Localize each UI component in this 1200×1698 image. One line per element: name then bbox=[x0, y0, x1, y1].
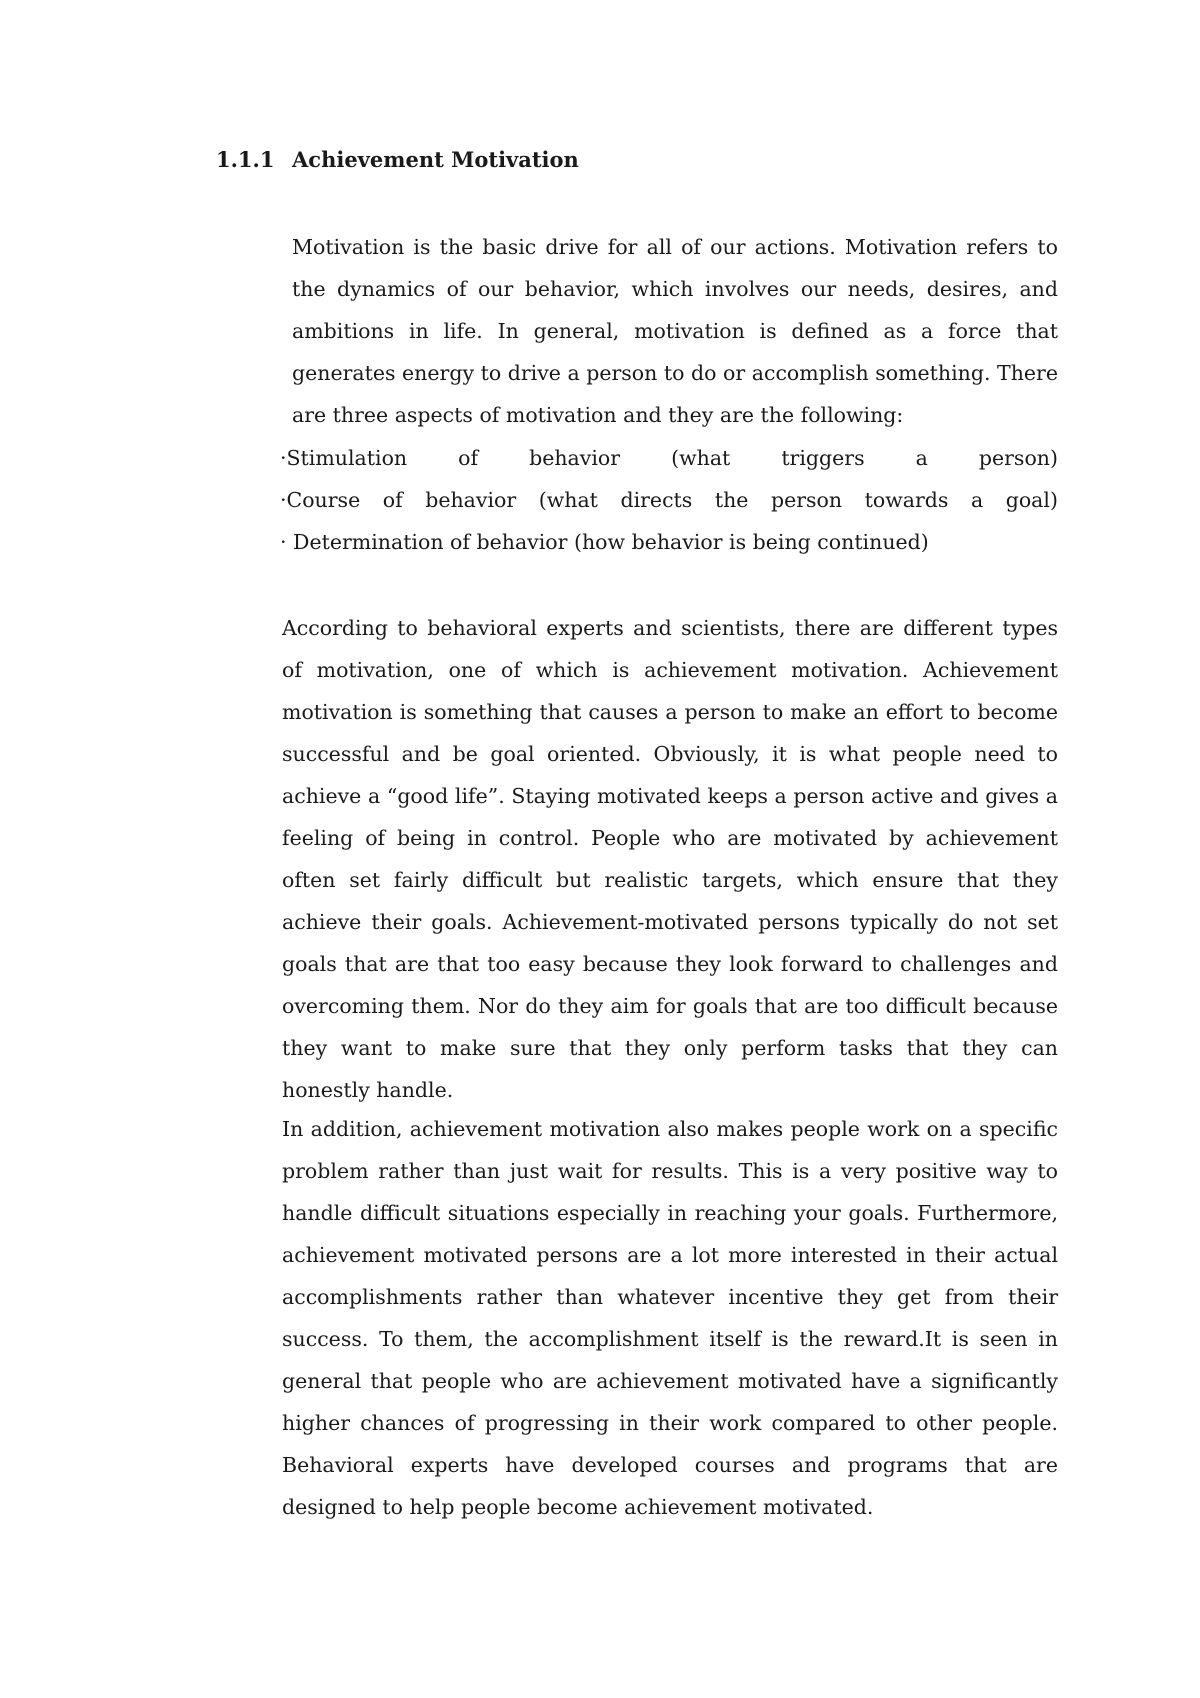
body-paragraph-addition: In addition, achievement motivation also makes people work on a specific problem rather than just wait for results. This is a very positive way to handle difficult situations especially in reaching your goals. Furthermore, achievement motivated persons are a lot more interested in their actual accomplishments rather than whatever incentive they get from their success. To them, the accomplishment itself is the reward.It is seen in general that people who are achievement motivated have a significantly higher chances of progressing in their work compared to other people. Behavioral experts have developed courses and programs that are designed to help people become achievement motivated. bbox=[282, 1117, 1058, 1519]
motivation-aspects-list bbox=[280, 437, 1058, 563]
body-paragraph-achievement: According to behavioral experts and scientists, there are different types of motivation, one of which is achievement motivation. Achievement motivation is something that causes a person to make an effort to become successful and be goal oriented. Obviously, it is what people need to achieve a “good life”. Staying motivated keeps a person active and gives a feeling of being in control. People who are motivated by achievement often set fairly difficult but realistic targets, which ensure that they achieve their goals. Achievement-motivated persons typically do not set goals that are that too easy because they look forward to challenges and overcoming them. Nor do they aim for goals that are too difficult because they want to make sure that they only perform tasks that they can honestly handle. bbox=[282, 616, 1058, 1102]
section-heading bbox=[216, 146, 579, 174]
list-item: ·Course of behavior (what directs the person towards a goal) bbox=[280, 488, 1058, 512]
list-item: ·Stimulation of behavior (what triggers a person) bbox=[280, 446, 1058, 470]
list-item: · Determination of behavior (how behavior is being continued) bbox=[280, 530, 929, 554]
section-title: Achievement Motivation bbox=[292, 147, 579, 172]
intro-paragraph: Motivation is the basic drive for all of our actions. Motivation refers to the dynamics of our behavior, which involves our needs, desires, and ambitions in life. In general, motivation is defined as a force that generates energy to drive a person to do or accomplish something. There are three aspects of motivation and they are the following: bbox=[292, 235, 1058, 427]
section-number: 1.1.1 bbox=[216, 147, 275, 172]
